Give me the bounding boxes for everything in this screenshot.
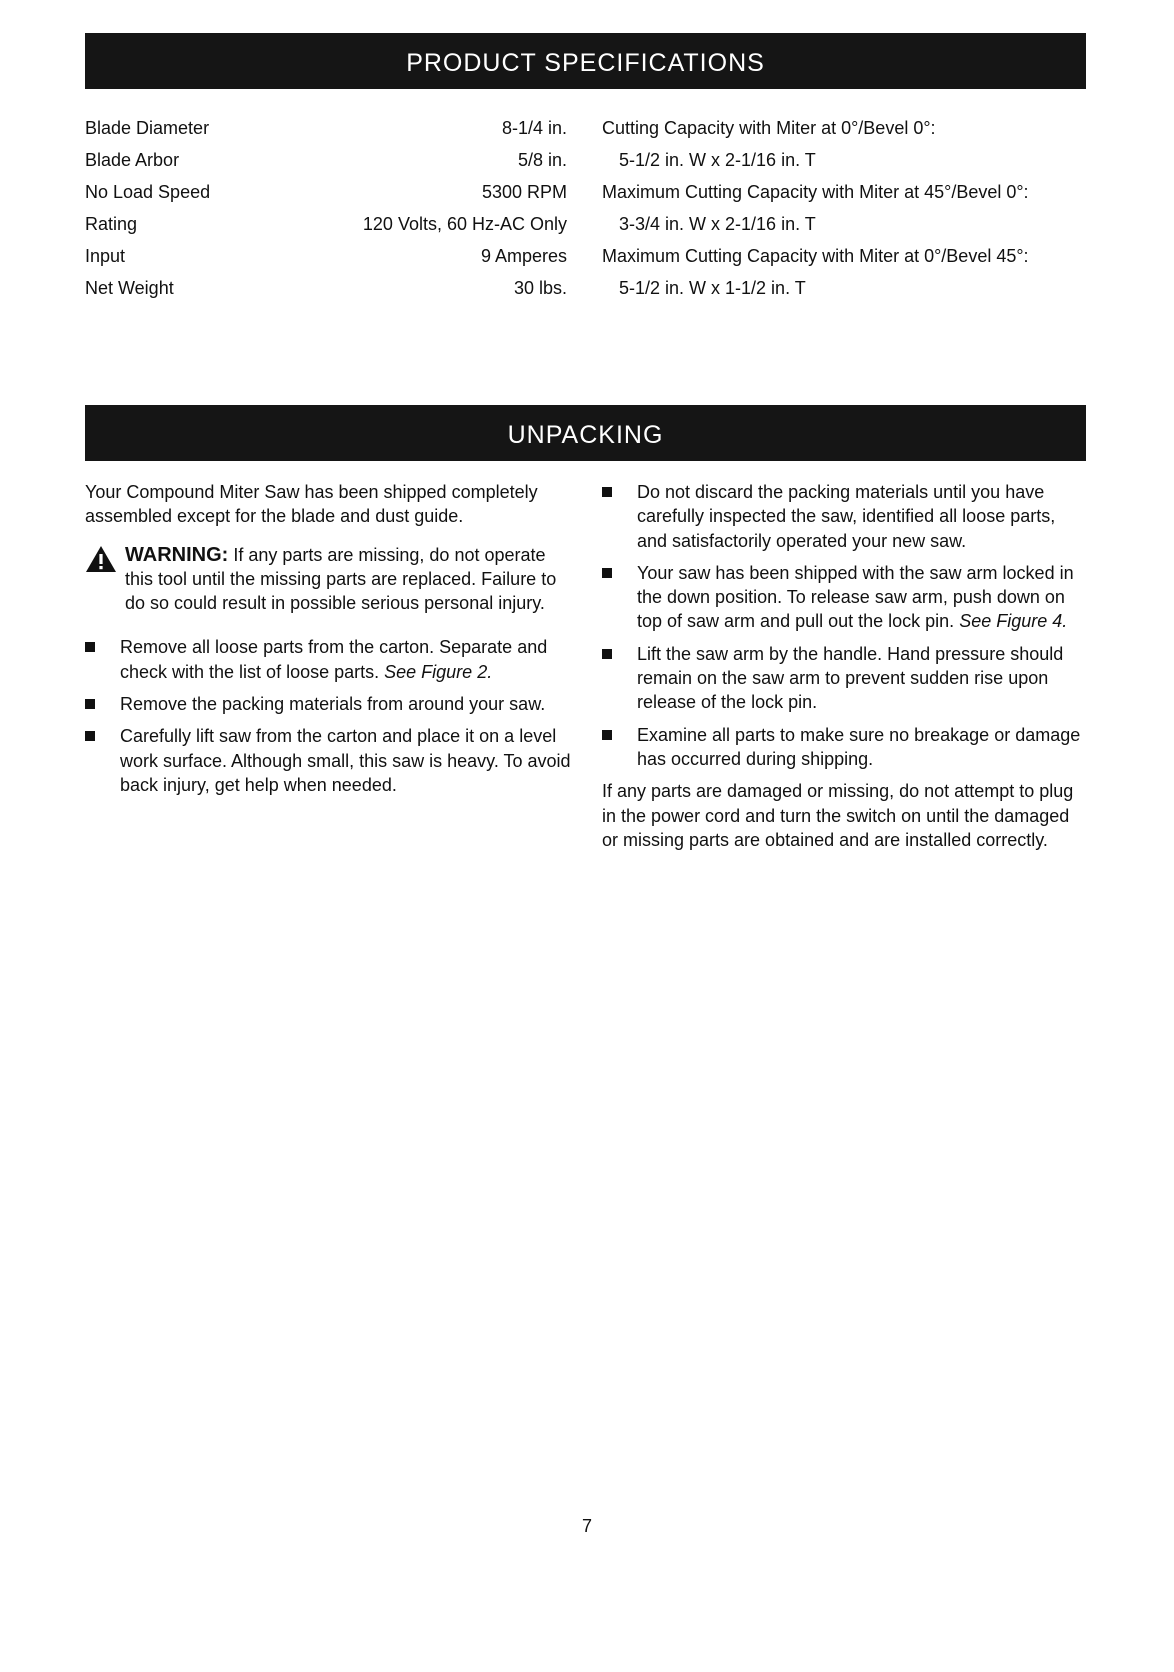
list-item [85, 635, 575, 684]
unpacking-right-column [602, 480, 1082, 866]
capacity-value: 5-1/2 in. W x 1-1/2 in. T [619, 278, 806, 298]
page-number: 7 [581, 1516, 592, 1536]
section-title: PRODUCT SPECIFICATIONS [406, 48, 765, 77]
warning-block [85, 543, 575, 616]
spec-table [85, 112, 567, 304]
bullet-text: Remove the packing materials from around your saw. [120, 694, 546, 715]
spec-value: 8-1/4 in. [501, 118, 567, 138]
unpacking-banner [85, 405, 1086, 461]
figure-reference: See Figure 4. [959, 611, 1068, 632]
spec-label: Blade Diameter [85, 118, 210, 138]
bullet-text: Remove all loose parts from the carton. Separate and check with the list of loose parts. [120, 637, 548, 682]
spec-value: 5300 RPM [481, 182, 567, 202]
spec-label: Input [85, 246, 126, 266]
spec-row [85, 176, 567, 208]
bullet-text: Carefully lift saw from the carton and place it on a level work surface. Although small, this saw is heavy. To avoid back injury, get help when needed. [120, 726, 571, 795]
figure-reference: See Figure 2. [384, 661, 493, 682]
square-bullet-icon [602, 730, 612, 740]
bullet-text: Examine all parts to make sure no breakage or damage has occurred during shipping. [637, 724, 1081, 769]
spec-value: 120 Volts, 60 Hz-AC Only [362, 214, 567, 234]
spec-row [85, 208, 567, 240]
warning-text: If any parts are missing, do not operate this tool until the missing parts are replaced. Failure to do so could result in possible serious personal injury. [125, 544, 557, 614]
list-item [602, 642, 1082, 715]
warning-triangle-icon [85, 543, 125, 616]
bullet-text: Do not discard the packing materials until you have carefully inspected the saw, identified all loose parts, and satisfactorily operated your new saw. [637, 482, 1056, 551]
square-bullet-icon [602, 568, 612, 578]
capacity-value: 5-1/2 in. W x 2-1/16 in. T [619, 150, 816, 170]
warning-label: WARNING: [125, 543, 229, 566]
square-bullet-icon [602, 487, 612, 497]
spec-row [85, 240, 567, 272]
bullet-text: Your saw has been shipped with the saw arm locked in the down position. To release saw arm, push down on top of saw arm and pull out the lock pin. [637, 562, 1074, 632]
closing-paragraph: If any parts are damaged or missing, do not attempt to plug in the power cord and turn the switch on until the damaged or missing parts are obtained and are installed correctly. [602, 781, 1074, 850]
spec-row [85, 144, 567, 176]
bullet-text: Lift the saw arm by the handle. Hand pressure should remain on the saw arm to prevent sudden rise upon release of the lock pin. [637, 643, 1064, 713]
capacity-heading: Cutting Capacity with Miter at 0°/Bevel 0°: [602, 118, 936, 138]
square-bullet-icon [85, 699, 95, 709]
square-bullet-icon [602, 649, 612, 659]
list-item [602, 561, 1082, 634]
square-bullet-icon [85, 731, 95, 741]
spec-row [85, 112, 567, 144]
intro-paragraph: Your Compound Miter Saw has been shipped completely assembled except for the blade and dust guide. [85, 482, 538, 527]
section-title: UNPACKING [507, 420, 664, 449]
list-item [602, 480, 1082, 553]
list-item [602, 723, 1082, 772]
square-bullet-icon [85, 642, 95, 652]
spec-label: Net Weight [85, 278, 174, 298]
cutting-capacity-list [602, 112, 1102, 304]
spec-label: Rating [85, 214, 138, 234]
capacity-heading: Maximum Cutting Capacity with Miter at 45°/Bevel 0°: [602, 182, 1029, 202]
spec-row [85, 272, 567, 304]
capacity-heading: Maximum Cutting Capacity with Miter at 0°/Bevel 45°: [602, 246, 1029, 266]
list-item [85, 724, 575, 797]
list-item [85, 692, 575, 716]
product-specifications-banner [85, 33, 1086, 89]
spec-value: 30 lbs. [513, 278, 567, 298]
spec-value: 9 Amperes [480, 246, 567, 266]
capacity-value: 3-3/4 in. W x 2-1/16 in. T [619, 214, 816, 234]
spec-label: Blade Arbor [85, 150, 180, 170]
unpacking-left-column [85, 480, 575, 805]
spec-label: No Load Speed [85, 182, 211, 202]
spec-value: 5/8 in. [517, 150, 567, 170]
